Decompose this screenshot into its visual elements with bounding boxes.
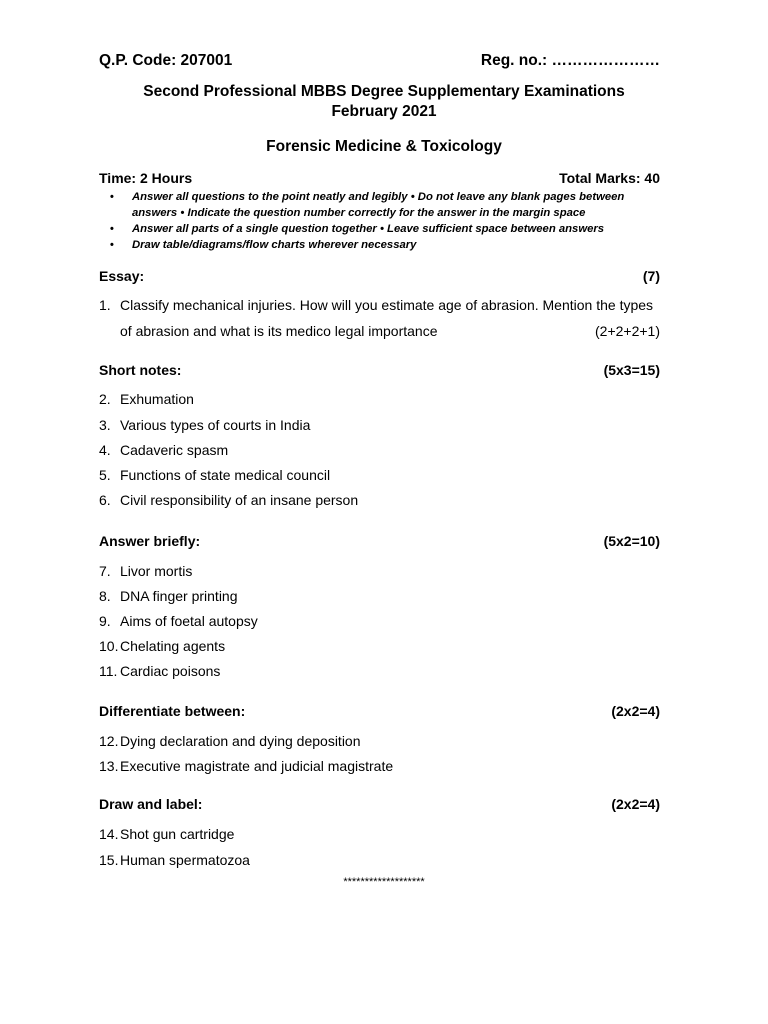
section-marks: (5x3=15) — [603, 362, 660, 378]
time-marks-row — [99, 170, 660, 186]
header-row — [99, 52, 660, 70]
question-item — [99, 588, 668, 604]
section-marks: (2x2=4) — [611, 703, 660, 719]
question-number: 15. — [99, 852, 119, 868]
question-text: Exhumation — [120, 391, 194, 407]
question-item — [99, 758, 668, 774]
question-item — [99, 638, 668, 654]
question-item — [99, 391, 668, 407]
time-allowed: Time: 2 Hours — [99, 170, 193, 186]
section-title: Essay: — [99, 268, 145, 284]
question-number: 9. — [99, 613, 111, 629]
section-title: Answer briefly: — [99, 533, 201, 549]
instruction-item: • Draw table/diagrams/flow charts wherever necessary — [110, 237, 668, 253]
question-item — [99, 733, 668, 749]
question-text: Executive magistrate and judicial magistrate — [120, 758, 394, 774]
section-header-draw-label — [99, 796, 660, 812]
question-text: Functions of state medical council — [120, 467, 331, 483]
question-number: 10. — [99, 638, 119, 654]
section-title: Draw and label: — [99, 796, 203, 812]
question-marks: (2+2+2+1) — [595, 323, 660, 339]
question-item — [99, 417, 668, 433]
section-header-short-notes — [99, 362, 660, 378]
question-text: of abrasion and what is its medico legal importance — [120, 323, 438, 339]
question-text: Shot gun cartridge — [120, 826, 235, 842]
question-item — [99, 826, 668, 842]
question-text: Various types of courts in India — [120, 417, 311, 433]
question-1-line-1 — [99, 297, 668, 313]
subject-title: Forensic Medicine & Toxicology — [266, 138, 502, 155]
question-item — [99, 852, 668, 868]
question-item — [99, 563, 668, 579]
question-text: Human spermatozoa — [120, 852, 250, 868]
instruction-item: • Answer all parts of a single question together • Leave sufficient space between answers — [110, 221, 668, 237]
question-number: 4. — [99, 442, 111, 458]
instruction-item: • Answer all questions to the point neatly and legibly • Do not leave any blank pages between answers • Indicate the question number correctly for the answer in the margin space — [110, 189, 668, 221]
question-text: Livor mortis — [120, 563, 193, 579]
section-header-differentiate — [99, 703, 660, 719]
section-header-essay — [99, 268, 660, 284]
total-marks: Total Marks: 40 — [559, 170, 660, 186]
question-text: Cardiac poisons — [120, 663, 221, 679]
instructions-list — [110, 189, 668, 253]
question-number: 12. — [99, 733, 119, 749]
section-marks: (5x2=10) — [603, 533, 660, 549]
question-item — [99, 492, 668, 508]
question-number: 11. — [99, 663, 118, 679]
exam-date: February 2021 — [331, 103, 437, 120]
exam-title: Second Professional MBBS Degree Supplementary Examinations — [143, 83, 625, 100]
question-number: 2. — [99, 391, 111, 407]
question-number: 13. — [99, 758, 119, 774]
question-text: Aims of foetal autopsy — [120, 613, 258, 629]
section-marks: (7) — [642, 268, 660, 284]
section-title: Differentiate between: — [99, 703, 246, 719]
question-number: 3. — [99, 417, 111, 433]
qp-code: Q.P. Code: 207001 — [99, 52, 233, 69]
question-text: Classify mechanical injuries. How will you estimate age of abrasion. Mention the types — [120, 297, 654, 313]
question-1-line-2 — [120, 323, 660, 339]
question-text: Chelating agents — [120, 638, 226, 654]
section-title: Short notes: — [99, 362, 182, 378]
question-text: Cadaveric spasm — [120, 442, 229, 458]
question-text: Civil responsibility of an insane person — [120, 492, 359, 508]
question-text: DNA finger printing — [120, 588, 238, 604]
question-text: Dying declaration and dying deposition — [120, 733, 361, 749]
question-number: 6. — [99, 492, 111, 508]
question-number: 7. — [99, 563, 111, 579]
section-header-answer-briefly — [99, 533, 660, 549]
end-marker: ******************* — [343, 876, 425, 888]
question-item — [99, 663, 668, 679]
question-number: 14. — [99, 826, 119, 842]
section-marks: (2x2=4) — [611, 796, 660, 812]
question-number: 1. — [99, 297, 111, 313]
question-item — [99, 613, 668, 629]
question-number: 5. — [99, 467, 111, 483]
question-item — [99, 467, 668, 483]
question-number: 8. — [99, 588, 111, 604]
reg-no: Reg. no.: ………………… — [480, 52, 660, 69]
question-item — [99, 442, 668, 458]
